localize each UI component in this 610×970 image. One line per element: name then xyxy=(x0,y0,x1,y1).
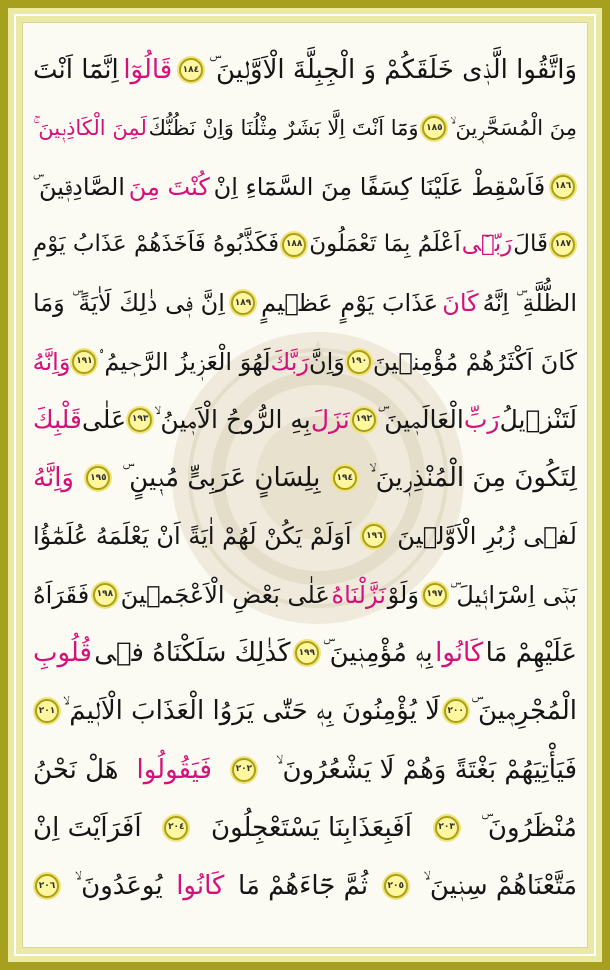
page-frame xyxy=(8,8,602,962)
highlighted-word: قَالُوٓا xyxy=(123,55,173,85)
text-line xyxy=(33,158,577,216)
ayah-number-marker: ١٩٦ xyxy=(362,524,386,548)
verse-text: هَلْ نَحْنُ xyxy=(33,754,119,785)
ayah-number-marker: ١٨٤ xyxy=(179,58,203,82)
verse-text: فَاَسْقِطْ عَلَيْنَا كِسَفًا مِنَ السَّمَٓاءِ اِنْ xyxy=(213,172,546,201)
verse-text: مَتَّعْنَاهُمْ سِنٖينَ ۙ xyxy=(423,871,577,902)
ayah-number-marker: ٢٠٠ xyxy=(444,699,468,723)
highlighted-word: كَانُوا xyxy=(435,638,484,668)
highlighted-word: كَانُوا xyxy=(176,871,225,902)
verse-text: بَنٖٓى اِسْرَٓائٖيلَ ۜ xyxy=(450,580,577,609)
verse-text: كَذٰلِكَ سَلَكْنَاهُ فٖى xyxy=(94,638,291,668)
verse-text: وَمَٓا اَنْتَ اِلَّا بَشَرٌ مِثْلُنَا وَاِنْ نَظُنُّكَ xyxy=(148,115,419,140)
ayah-number-marker: ٢٠٣ xyxy=(435,816,459,840)
highlighted-word: وَاِنَّهُ xyxy=(32,347,71,376)
verse-text: الصَّادِقٖينَ ۜ xyxy=(33,172,125,201)
verse-text: فَكَذَّبُوهُ فَاَخَذَهُمْ عَذَابُ يَوْمِ xyxy=(33,231,280,258)
highlighted-word: رَبِّ xyxy=(463,405,500,435)
verse-text: يُوعَدُونَ ۙ xyxy=(74,871,163,902)
ayah-number-marker: ١٩٩ xyxy=(295,641,319,665)
verse-text: بِهِ الرُّوحُ الْاَمٖينُ ۙ xyxy=(154,405,311,435)
verse-text: فَقَرَاَهُ xyxy=(33,580,90,609)
verse-text: بِهٖ مُؤْمِنٖينَ ۜ xyxy=(323,638,433,668)
verse-text: ثُمَّ جَٓاءَهُمْ مَا xyxy=(238,871,369,902)
ayah-number-marker: ٢٠٢ xyxy=(232,758,256,782)
verse-text: لِتَكُونَ مِنَ الْمُنْذِرٖينَ ۙ xyxy=(369,463,577,494)
verse-text: اَعْلَمُ بِمَا تَعْمَلُونَ xyxy=(309,231,461,258)
ayah-number-marker: ١٨٨ xyxy=(282,233,306,257)
text-line xyxy=(33,333,577,391)
verse-text: اِنَّ فٖى ذٰلِكَ لَاٰيَةً ۜ وَمَا xyxy=(33,289,225,318)
ayah-number-marker: ١٩٥ xyxy=(86,466,110,490)
verse-text: عَلٰى بَعْضِ الْاَعْجَمٖينَ xyxy=(120,580,330,609)
ayah-number-marker: ١٨٧ xyxy=(551,233,575,257)
ayah-number-marker: ٢٠١ xyxy=(35,699,59,723)
ayah-number-marker: ١٩٠ xyxy=(347,350,371,374)
mushaf-page xyxy=(22,22,588,948)
highlighted-word: لَمِنَ الْكَاذِبٖينَ ۚ xyxy=(33,115,147,140)
highlighted-word: كُنْتَ مِنَ xyxy=(128,172,210,201)
ayah-number-marker: ١٩٣ xyxy=(128,408,152,432)
text-line xyxy=(33,799,577,857)
verse-text: قَالَ xyxy=(513,231,548,258)
text-line xyxy=(33,741,577,799)
ayah-number-marker: ١٨٩ xyxy=(231,291,255,315)
verse-text: لَهُوَ الْعَزٖيزُ الرَّحٖيمُ ۟ xyxy=(98,347,271,376)
text-line xyxy=(33,507,577,565)
verse-text: اَفَرَاَيْتَ اِنْ xyxy=(33,812,142,843)
verse-text: مِنَ الْمُسَحَّرٖينَ ۙ xyxy=(450,115,577,140)
verse-text: الظُّلَّةِ ۜ اِنَّهُ xyxy=(482,289,577,318)
text-line xyxy=(33,682,577,740)
highlighted-word: نَزَّلْنَاهُ xyxy=(331,580,386,609)
verse-text: بِلِسَانٍ عَرَبِىٍّ مُبٖينٍ ۜ xyxy=(122,463,321,494)
verse-text: فَيَأْتِيَهُمْ بَغْتَةً وَهُمْ لَا يَشْعُرُونَ ۙ xyxy=(275,754,577,785)
verse-text: وَاِنَّ xyxy=(309,347,345,376)
ayah-number-marker: ١٩٧ xyxy=(423,583,447,607)
verse-text: عَلَيْهِمْ مَا xyxy=(485,638,577,668)
text-line xyxy=(33,41,577,99)
ayah-number-marker: ١٩٤ xyxy=(333,466,357,490)
verse-text: اَوَلَمْ يَكُنْ لَهُمْ اٰيَةً اَنْ يَعْلَمَهُ عُلَمٰٓؤُا xyxy=(33,522,352,551)
text-line xyxy=(33,857,577,915)
ayah-number-marker: ١٩١ xyxy=(72,350,96,374)
verse-text: الْعَالَمٖينَ ۜ xyxy=(377,405,464,435)
text-line xyxy=(33,216,577,274)
text-lines xyxy=(23,23,587,947)
ayah-number-marker: ٢٠٥ xyxy=(384,874,408,898)
highlighted-word: وَاِنَّهُ xyxy=(33,463,74,494)
ayah-number-marker: ١٩٢ xyxy=(352,408,376,432)
ayah-number-marker: ٢٠٦ xyxy=(35,874,59,898)
ayah-number-marker: ١٨٦ xyxy=(551,175,575,199)
verse-text: وَاتَّقُوا الَّذٖى خَلَقَكُمْ وَ الْجِبِلَّةَ الْاَوَّلٖينَ ۜ xyxy=(209,55,577,85)
highlighted-word: قَلْبِكَ xyxy=(33,405,82,435)
verse-text: كَانَ اَكْثَرُهُمْ مُؤْمِنٖينَ xyxy=(372,347,577,376)
verse-text: مُنْظَرُونَ ۜ xyxy=(481,812,577,843)
verse-text: الْمُجْرِمٖينَ ۜ xyxy=(471,696,577,727)
highlighted-word: فَيَقُولُوا xyxy=(136,754,212,785)
verse-text: عَلٰى xyxy=(81,405,126,435)
verse-text: لَفٖى زُبُرِ الْاَوَّلٖينَ xyxy=(397,522,577,551)
ayah-number-marker: ٢٠٤ xyxy=(164,816,188,840)
highlighted-word: رَبّٖٓى xyxy=(461,231,513,258)
highlighted-word: رَبَّكَ xyxy=(270,347,310,376)
text-line xyxy=(33,99,577,157)
ayah-number-marker: ١٨٥ xyxy=(422,116,446,140)
verse-text: وَلَوْ xyxy=(387,580,419,609)
verse-text: لَا يُؤْمِنُونَ بِهٖ حَتّٰى يَرَوُا الْعَذَابَ الْاَلٖيمَ ۙ xyxy=(62,696,440,727)
verse-text: اِنَّمَٓا اَنْتَ xyxy=(33,55,119,85)
text-line xyxy=(33,624,577,682)
verse-text: لَتَنْزٖيلُ xyxy=(499,405,577,435)
highlighted-word: نَزَلَ xyxy=(310,405,350,435)
verse-text: اَفَبِعَذَابِنَا يَسْتَعْجِلُونَ xyxy=(211,812,412,843)
text-line xyxy=(33,274,577,332)
text-line xyxy=(33,449,577,507)
verse-text: عَذَابَ يَوْمٍ عَظٖيمٍ xyxy=(261,289,439,318)
highlighted-word: كَانَ xyxy=(442,289,479,318)
highlighted-word: قُلُوبِ xyxy=(33,638,92,668)
text-line xyxy=(33,391,577,449)
ayah-number-marker: ١٩٨ xyxy=(93,583,117,607)
text-line xyxy=(33,566,577,624)
